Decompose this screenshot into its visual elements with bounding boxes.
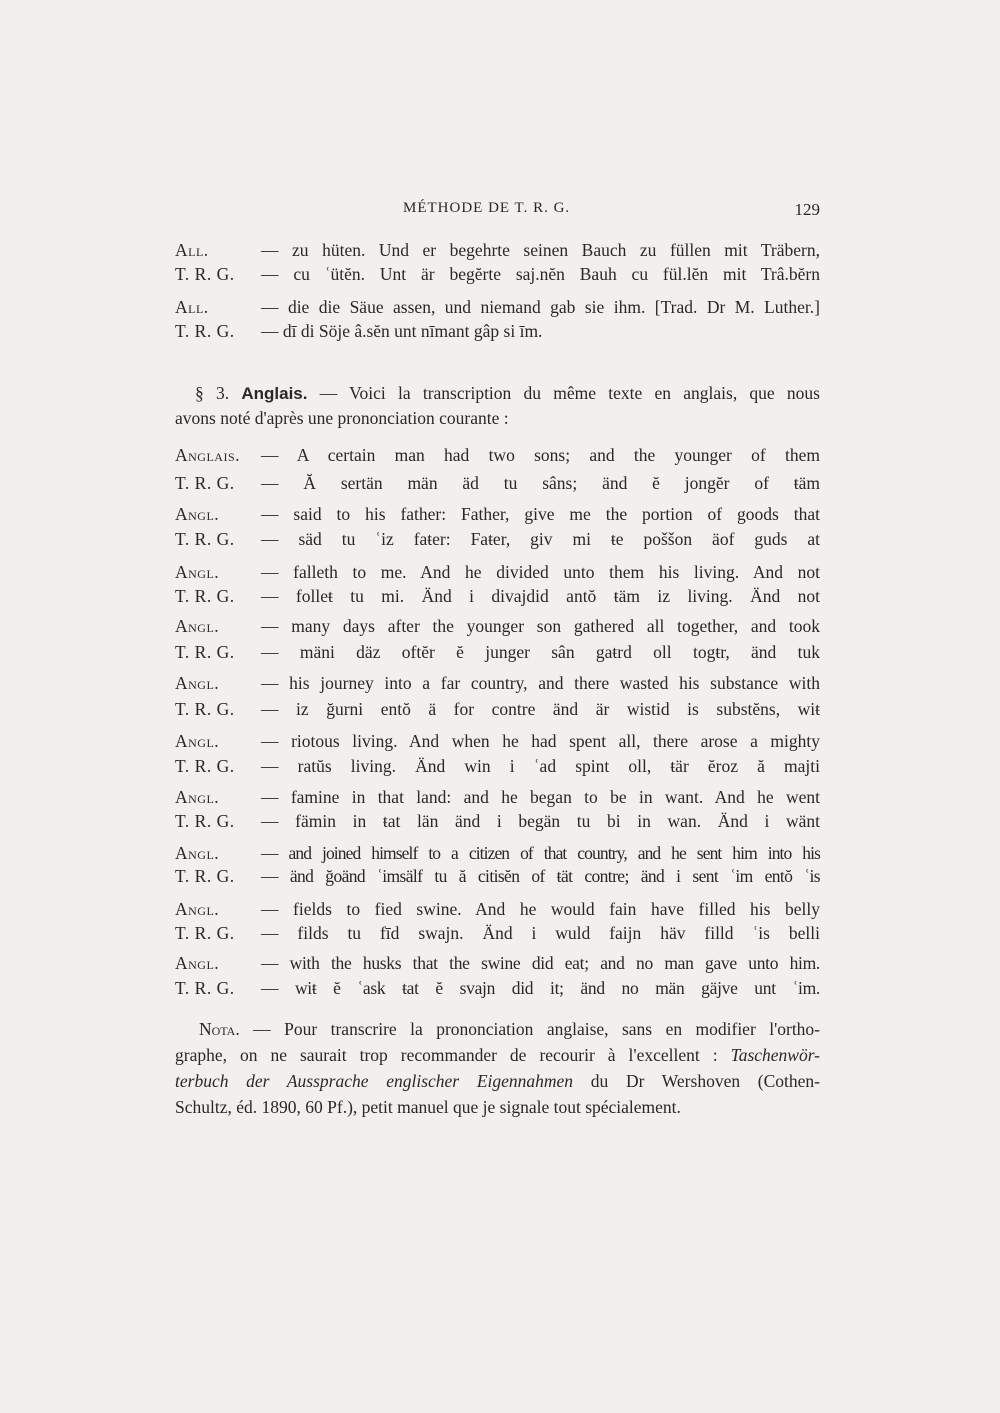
line-label: Angl. [175, 787, 220, 807]
text-line [175, 728, 820, 754]
line-text: — mäni däz oftĕr ĕ junger sân gaŧrd oll togŧr, änd tuk [261, 642, 820, 662]
line-label: T. R. G. [175, 642, 235, 662]
line-label: Angl. [175, 616, 220, 636]
section-intro: — Voici la transcription du même texte en anglais, que nous [319, 383, 820, 403]
line-text: — A certain man had two sons; and the younger of them [261, 445, 820, 465]
line-text: — many days after the younger son gathered all together, and took [261, 616, 820, 636]
line-text: — Ă sertän män äd tu sâns; änd ĕ jongĕr of ŧäm [261, 473, 820, 493]
nota-text: graphe, on ne saurait trop recommander de recourir à l'excellent : [175, 1045, 718, 1065]
line-text: — fämin in ŧat län änd i begän tu bi in wan. Änd i wänt [261, 811, 820, 831]
line-text: — änd ğoänd ʿimsälf tu ă citisĕn of ŧät contre; änd i sent ʿim entŏ ʿis [261, 866, 820, 886]
section-heading: Anglais. [241, 384, 308, 403]
text-line [175, 808, 820, 834]
nota-line-2 [175, 1042, 820, 1068]
line-label: T. R. G. [175, 756, 235, 776]
line-text: — and joined himself to a citizen of that country, and he sent him into his [261, 843, 820, 863]
line-text: — iz ğurni entŏ ä for contre änd är wistid is substĕns, wiŧ [261, 699, 820, 719]
line-text: — riotous living. And when he had spent all, there arose a mighty [261, 731, 820, 751]
page-number: 129 [794, 200, 820, 219]
text-line [175, 696, 820, 722]
nota-label: Nota. [199, 1019, 240, 1039]
line-label: T. R. G. [175, 923, 235, 943]
line-label: T. R. G. [175, 811, 235, 831]
line-text: — cu ʿütĕn. Unt är begĕrte saj.nĕn Bauh cu fül.lĕn mit Trâ.bĕrn [261, 264, 820, 284]
line-label: All. [175, 240, 209, 260]
book-title: Taschenwör- [730, 1045, 820, 1065]
line-text: — said to his father: Father, give me the portion of goods that [261, 504, 820, 524]
text-line [175, 442, 820, 468]
text-line [175, 583, 820, 609]
line-label: T. R. G. [175, 529, 235, 549]
line-label: Angl. [175, 504, 220, 524]
line-label: T. R. G. [175, 978, 235, 998]
nota-text: du Dr Wershoven (Cothen- [590, 1071, 820, 1091]
line-label: T. R. G. [175, 264, 235, 284]
nota-line-1 [175, 1016, 820, 1042]
line-text: — säd tu ʿiz faŧer: Faŧer, giv mi ŧe poššon äof guds at [261, 529, 820, 549]
line-text: — famine in that land: and he began to be in want. And he went [261, 787, 820, 807]
line-label: Angl. [175, 673, 220, 693]
line-label: T. R. G. [175, 473, 235, 493]
text-line [175, 975, 820, 1001]
text-line [175, 639, 820, 665]
line-label: Angl. [175, 953, 220, 973]
running-title: MÉTHODE DE T. R. G. [403, 200, 571, 216]
text-line [175, 863, 820, 889]
text-line [175, 237, 820, 263]
line-label: T. R. G. [175, 586, 235, 606]
text-line [175, 670, 820, 696]
line-label: Anglais. [175, 445, 241, 465]
line-label: All. [175, 297, 209, 317]
text-line [175, 613, 820, 639]
text-line [175, 784, 820, 810]
text-line [175, 470, 820, 496]
text-line [175, 920, 820, 946]
section-line-2: avons noté d'après une prononciation courante : [175, 408, 509, 428]
line-label: T. R. G. [175, 699, 235, 719]
text-line [175, 559, 820, 585]
nota-paragraph [175, 1016, 820, 1120]
line-text: — zu hüten. Und er begehrte seinen Bauch zu füllen mit Träbern, [261, 240, 820, 260]
line-label: Angl. [175, 843, 220, 863]
line-text: — wiŧ ĕ ʿask ŧat ĕ svajn did it; änd no män gäjve unt ʿim. [261, 978, 820, 998]
nota-line-4: Schultz, éd. 1890, 60 Pf.), petit manuel que je signale tout spécialement. [175, 1097, 681, 1117]
line-label: Angl. [175, 899, 220, 919]
line-text: — with the husks that the swine did eat; and no man gave unto him. [261, 953, 820, 973]
nota-text: — Pour transcrire la prononciation anglaise, sans en modifier l'ortho- [253, 1019, 821, 1039]
line-label: Angl. [175, 562, 220, 582]
line-label: Angl. [175, 731, 220, 751]
text-line [175, 526, 820, 552]
text-line [175, 753, 820, 779]
text-line [175, 950, 820, 976]
section-paragraph [175, 381, 820, 431]
line-label: T. R. G. [175, 321, 235, 341]
line-text: — ratŭs living. Änd win i ʿad spint oll, ŧär ĕroz ă majti [261, 756, 820, 776]
line-text: — his journey into a far country, and there wasted his substance with [261, 673, 820, 693]
line-text: — filds tu fīd swajn. Änd i wuld faijn häv filld ʿis belli [261, 923, 820, 943]
text-line [175, 501, 820, 527]
nota-line-3 [175, 1068, 820, 1094]
book-title: terbuch der Aussprache englischer Eigennahmen [175, 1071, 574, 1091]
section-line-1 [175, 381, 820, 406]
text-line [175, 294, 820, 320]
text-line [175, 261, 820, 287]
line-text: — falleth to me. And he divided unto them his living. And not [261, 562, 820, 582]
line-text: — fields to fied swine. And he would fain have filled his belly [261, 899, 820, 919]
text-line [175, 896, 820, 922]
line-text: — dī di Söje â.sĕn unt nīmant gâp si īm. [261, 321, 543, 341]
section-number: § 3. [195, 383, 230, 403]
line-label: T. R. G. [175, 866, 235, 886]
text-line [175, 318, 820, 344]
line-text: — die die Säue assen, und niemand gab sie ihm. [Trad. Dr M. Luther.] [261, 297, 820, 317]
line-text: — folleŧ tu mi. Änd i divajdid antŏ ŧäm iz living. Änd not [261, 586, 820, 606]
